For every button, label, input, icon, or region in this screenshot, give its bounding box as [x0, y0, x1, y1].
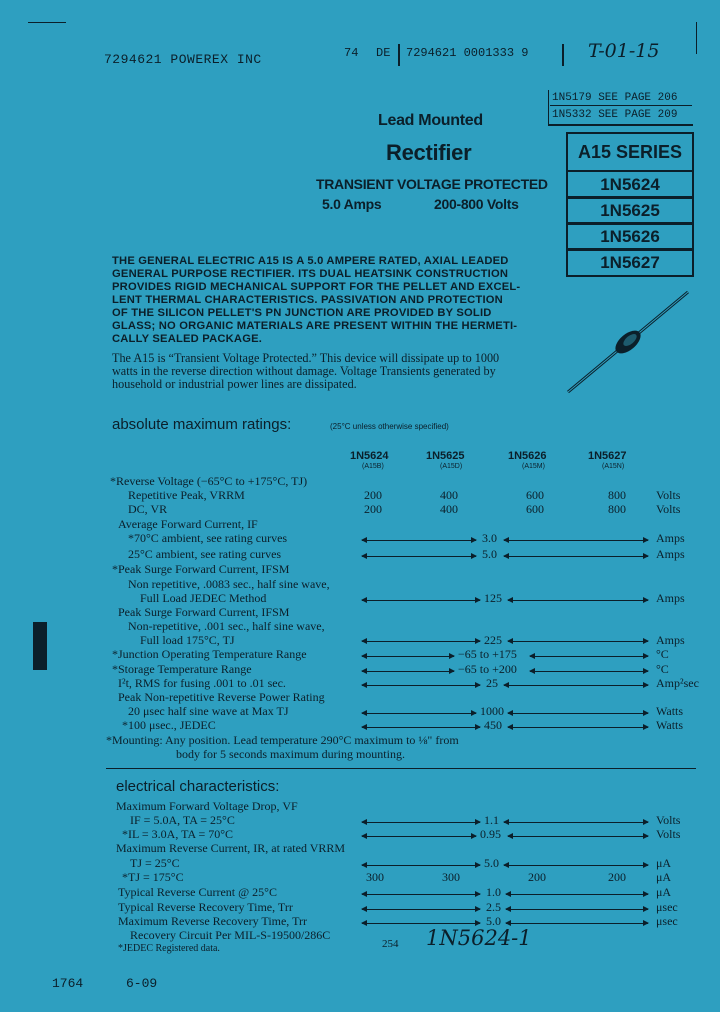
fullload2-arrow	[508, 641, 648, 642]
mrrt-value: 5.0	[486, 914, 501, 928]
peak-surge2-label: Peak Surge Forward Current, IFSM	[118, 605, 290, 619]
see-page-1: 1N5179 SEE PAGE 206	[550, 92, 692, 106]
tj175-value: 300	[366, 870, 384, 884]
amb25-value: 5.0	[482, 547, 497, 561]
tj25-unit: μA	[656, 856, 672, 870]
trc-arrow	[506, 894, 648, 895]
mounting-label: *Mounting: Any position. Lead temperature 290°C maximum to ⅛" from	[106, 733, 459, 747]
trrt-label: Typical Reverse Recovery Time, Trr	[118, 900, 293, 914]
dc-unit: Volts	[656, 502, 681, 516]
trc-label: Typical Reverse Current @ 25°C	[118, 885, 277, 899]
mrrt-unit: μsec	[656, 914, 678, 928]
p20-label: 20 μsec half sine wave at Max TJ	[128, 704, 289, 718]
trc-unit: μA	[656, 885, 672, 899]
p100-arrow	[508, 727, 648, 728]
amb25-arrow	[504, 556, 648, 557]
fullload2-label: Full load 175°C, TJ	[140, 633, 235, 647]
col-a15n: (A15N)	[602, 463, 625, 470]
jotr-value: −65 to +175	[458, 647, 517, 661]
if3-arrow	[508, 836, 648, 837]
see-page-frame	[548, 90, 693, 126]
fullload2-unit: Amps	[656, 633, 685, 647]
title-transient: TRANSIENT VOLTAGE PROTECTED	[316, 176, 548, 192]
footer-handwritten: 1N5624-1	[426, 926, 532, 950]
rp-value: 400	[440, 488, 458, 502]
tj175-unit: μA	[656, 870, 672, 884]
p100-value: 450	[484, 718, 502, 732]
mrrt-label: Maximum Reverse Recovery Time, Trr	[118, 914, 307, 928]
trrt-unit: μsec	[656, 900, 678, 914]
header-ref-a: 74	[344, 46, 359, 60]
mrrt-arrow	[506, 923, 648, 924]
abs-max-note: (25°C unless otherwise specified)	[330, 422, 449, 431]
i2t-arrow	[504, 685, 648, 686]
dc-value: 600	[526, 502, 544, 516]
intro-line: CALLY SEALED PACKAGE.	[112, 333, 263, 345]
p20-arrow	[362, 713, 476, 714]
if3-label: *IL = 3.0A, TA = 70°C	[122, 827, 234, 841]
amb25-label: 25°C ambient, see rating curves	[128, 547, 282, 561]
diode-illustration	[560, 286, 696, 398]
amb70-arrow	[504, 540, 648, 541]
jedec-note: *JEDEC Registered data.	[118, 943, 220, 954]
col-1n5626: 1N5626	[508, 450, 547, 462]
title-volts: 200-800 Volts	[434, 196, 519, 212]
header-left-code: 7294621 POWEREX INC	[104, 52, 262, 67]
peak-surge-label: *Peak Surge Forward Current, IFSM	[112, 562, 290, 576]
intro-line: THE GENERAL ELECTRIC A15 IS A 5.0 AMPERE RATED, AXIAL LEADED	[112, 255, 509, 267]
tj175-value: 300	[442, 870, 460, 884]
amb70-unit: Amps	[656, 531, 685, 545]
p20-arrow	[508, 713, 648, 714]
pnrp-label: Peak Non-repetitive Reverse Power Rating	[118, 690, 325, 704]
i2t-value: 25	[486, 676, 498, 690]
col-1n5625: 1N5625	[426, 450, 465, 462]
trc-arrow	[362, 894, 480, 895]
series-box-1n5627: 1N5627	[566, 248, 694, 277]
section-divider	[106, 768, 696, 769]
amb70-value: 3.0	[482, 531, 497, 545]
fullload2-value: 225	[484, 633, 502, 647]
see-page-2: 1N5332 SEE PAGE 209	[552, 109, 678, 121]
intro-bold	[112, 255, 520, 346]
tj25-arrow	[504, 865, 648, 866]
abs-max-heading: absolute maximum ratings:	[112, 416, 292, 433]
header-ref-bar2	[562, 44, 564, 66]
str-label: *Storage Temperature Range	[112, 662, 252, 676]
trrt-arrow	[362, 909, 480, 910]
fullload2-arrow	[362, 641, 480, 642]
p20-unit: Watts	[656, 704, 684, 718]
trc-value: 1.0	[486, 885, 501, 899]
str-value: −65 to +200	[458, 662, 517, 676]
str-arrow	[362, 671, 454, 672]
trrt-value: 2.5	[486, 900, 501, 914]
recovery-circuit-label: Recovery Circuit Per MIL-S-19500/286C	[130, 928, 331, 942]
repetitive-peak-label: Repetitive Peak, VRRM	[128, 488, 245, 502]
page-number: 254	[382, 938, 399, 950]
dc-label: DC, VR	[128, 502, 168, 516]
rp-unit: Volts	[656, 488, 681, 502]
col-a15m: (A15M)	[522, 463, 545, 470]
nonrep2-label: Non-repetitive, .001 sec., half sine wave,	[128, 619, 325, 633]
intro-line: GLASS; NO ORGANIC MATERIALS ARE PRESENT WITHIN THE HERMETI-	[112, 320, 518, 332]
series-box-a15: A15 SERIES	[566, 132, 694, 172]
footer-left-code: 1764	[52, 976, 84, 991]
title-amps: 5.0 Amps	[322, 196, 382, 212]
mfvd-label: Maximum Forward Voltage Drop, VF	[116, 799, 298, 813]
title-line1: Lead Mounted	[378, 112, 483, 129]
nonrep-label: Non repetitive, .0083 sec., half sine wave,	[128, 577, 330, 591]
dc-value: 800	[608, 502, 626, 516]
margin-tab	[33, 622, 47, 670]
tj25-value: 5.0	[484, 856, 499, 870]
header-ref-b: DE	[376, 46, 391, 60]
if5-arrow	[504, 822, 648, 823]
intro-line: LENT THERMAL CHARACTERISTICS. PASSIVATION AND PROTECTION	[112, 294, 503, 306]
if3-value: 0.95	[480, 827, 501, 841]
col-a15b: (A15B)	[362, 463, 384, 470]
avg-forward-current-label: Average Forward Current, IF	[118, 517, 258, 531]
p100-arrow	[362, 727, 480, 728]
if3-unit: Volts	[656, 827, 681, 841]
fullload-arrow	[508, 600, 648, 601]
rp-value: 200	[364, 488, 382, 502]
header-handwritten-code: T-01-15	[588, 40, 660, 62]
tj175-value: 200	[528, 870, 546, 884]
rp-value: 800	[608, 488, 626, 502]
intro-para-line: The A15 is “Transient Voltage Protected.” This device will dissipate up to 1000	[112, 351, 500, 365]
tj25-label: TJ = 25°C	[130, 856, 180, 870]
header-ref-c: 7294621 0001333 9	[406, 46, 529, 60]
amb70-arrow	[362, 540, 476, 541]
tj175-label: *TJ = 175°C	[122, 870, 184, 884]
intro-paragraph	[112, 352, 499, 391]
i2t-label: I²t, RMS for fusing .001 to .01 sec.	[118, 676, 286, 690]
p20-value: 1000	[480, 704, 504, 718]
jotr-unit: °C	[656, 647, 669, 661]
col-1n5627: 1N5627	[588, 450, 627, 462]
trrt-arrow	[506, 909, 648, 910]
jotr-arrow	[530, 656, 648, 657]
series-box-1n5626: 1N5626	[566, 222, 694, 251]
p100-label: *100 μsec., JEDEC	[122, 718, 216, 732]
mrrt-arrow	[362, 923, 480, 924]
dc-value: 200	[364, 502, 382, 516]
reverse-voltage-label: *Reverse Voltage (−65°C to +175°C, TJ)	[110, 474, 308, 488]
col-a15d: (A15D)	[440, 463, 463, 470]
series-box-1n5625: 1N5625	[566, 196, 694, 225]
dc-value: 400	[440, 502, 458, 516]
str-arrow	[530, 671, 648, 672]
amb25-unit: Amps	[656, 547, 685, 561]
if3-arrow	[362, 836, 476, 837]
fullload-value: 125	[484, 591, 502, 605]
series-box-1n5624: 1N5624	[566, 170, 694, 199]
i2t-arrow	[362, 685, 480, 686]
elec-heading: electrical characteristics:	[116, 778, 280, 795]
intro-line: GENERAL PURPOSE RECTIFIER. ITS DUAL HEATSINK CONSTRUCTION	[112, 268, 509, 280]
fullload-label: Full Load JEDEC Method	[140, 591, 267, 605]
jotr-arrow	[362, 656, 454, 657]
intro-line: OF THE SILICON PELLET'S PN JUNCTION ARE PROVIDED BY SOLID	[112, 307, 492, 319]
header-ref-bar	[398, 44, 400, 66]
top-right-mark	[696, 22, 697, 54]
str-unit: °C	[656, 662, 669, 676]
i2t-unit: Amp²sec	[656, 676, 699, 690]
amb25-arrow	[362, 556, 476, 557]
if5-label: IF = 5.0A, TA = 25°C	[130, 813, 235, 827]
fullload-unit: Amps	[656, 591, 685, 605]
amb70-label: *70°C ambient, see rating curves	[128, 531, 288, 545]
mounting-label-2: body for 5 seconds maximum during mounting.	[176, 747, 405, 761]
fullload-arrow	[362, 600, 480, 601]
if5-value: 1.1	[484, 813, 499, 827]
jotr-label: *Junction Operating Temperature Range	[112, 647, 307, 661]
intro-line: PROVIDES RIGID MECHANICAL SUPPORT FOR THE PELLET AND EXCEL-	[112, 281, 521, 293]
footer-right-code: 6-09	[126, 976, 158, 991]
p100-unit: Watts	[656, 718, 684, 732]
tj175-value: 200	[608, 870, 626, 884]
mrc-label: Maximum Reverse Current, IR, at rated VRRM	[116, 841, 346, 855]
top-rule	[28, 22, 66, 23]
tj25-arrow	[362, 865, 480, 866]
title-rectifier: Rectifier	[386, 140, 472, 165]
if5-arrow	[362, 822, 480, 823]
if5-unit: Volts	[656, 813, 681, 827]
intro-para-line: household or industrial power lines are dissipated.	[112, 377, 357, 391]
col-1n5624: 1N5624	[350, 450, 389, 462]
intro-para-line: watts in the reverse direction without damage. Voltage Transients generated by	[112, 364, 496, 378]
rp-value: 600	[526, 488, 544, 502]
